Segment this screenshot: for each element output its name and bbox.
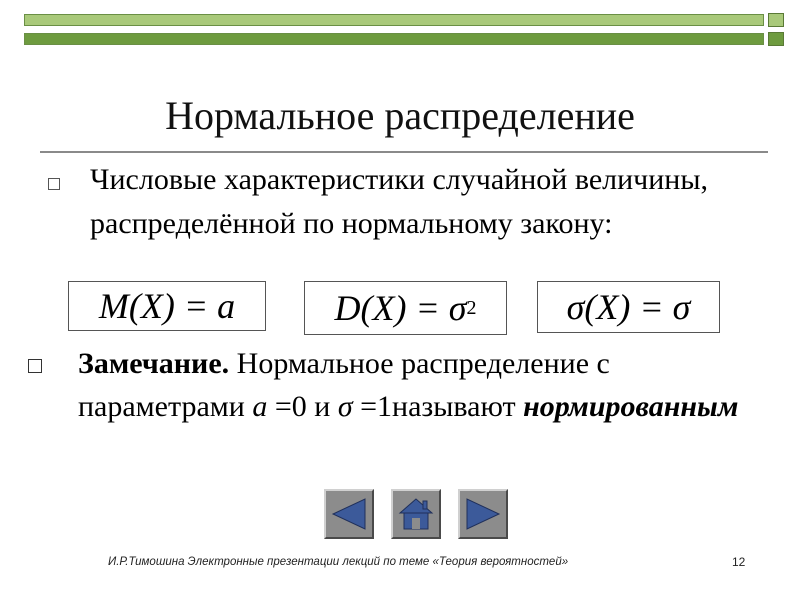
triangle-right-icon xyxy=(463,497,503,531)
bottom-decor-square xyxy=(768,32,784,46)
footer-text: И.Р.Тимошина Электронные презентации лекций по теме «Теория вероятностей» xyxy=(108,556,569,568)
title-divider xyxy=(40,151,768,153)
formula-variance-body: D(X) = σ xyxy=(334,288,467,328)
remark-paragraph xyxy=(78,342,758,428)
bullet-text-1: Числовые характеристики случайной величины, распределённой по нормальному закону: xyxy=(90,163,709,240)
remark-param-a: a xyxy=(252,390,268,423)
page-number: 12 xyxy=(732,555,746,569)
top-decor-square xyxy=(768,13,784,27)
next-slide-button[interactable] xyxy=(458,489,508,539)
top-decor-bar xyxy=(24,14,764,26)
remark-label: Замечание. xyxy=(78,347,230,380)
formula-variance-exponent: 2 xyxy=(466,296,477,319)
home-icon xyxy=(398,497,434,531)
remark-text-2: =0 и xyxy=(267,390,338,423)
bullet-marker-2 xyxy=(28,359,42,373)
bullet-marker-1 xyxy=(48,178,60,190)
bottom-decor-bar xyxy=(24,33,764,45)
formula-std-deviation: σ(X) = σ xyxy=(537,281,720,333)
remark-text-3: =1называют xyxy=(352,390,524,423)
formula-variance xyxy=(304,281,507,335)
remark-emphasis: нормированным xyxy=(523,390,739,423)
remark-text-1: Нормальное распределение с параметрами xyxy=(78,347,610,423)
triangle-left-icon xyxy=(329,497,369,531)
remark-param-sigma: σ xyxy=(337,390,353,423)
prev-slide-button[interactable] xyxy=(324,489,374,539)
slide-title: Нормальное распределение xyxy=(165,93,635,138)
home-button[interactable] xyxy=(391,489,441,539)
formula-expectation: M(X) = a xyxy=(68,281,266,331)
